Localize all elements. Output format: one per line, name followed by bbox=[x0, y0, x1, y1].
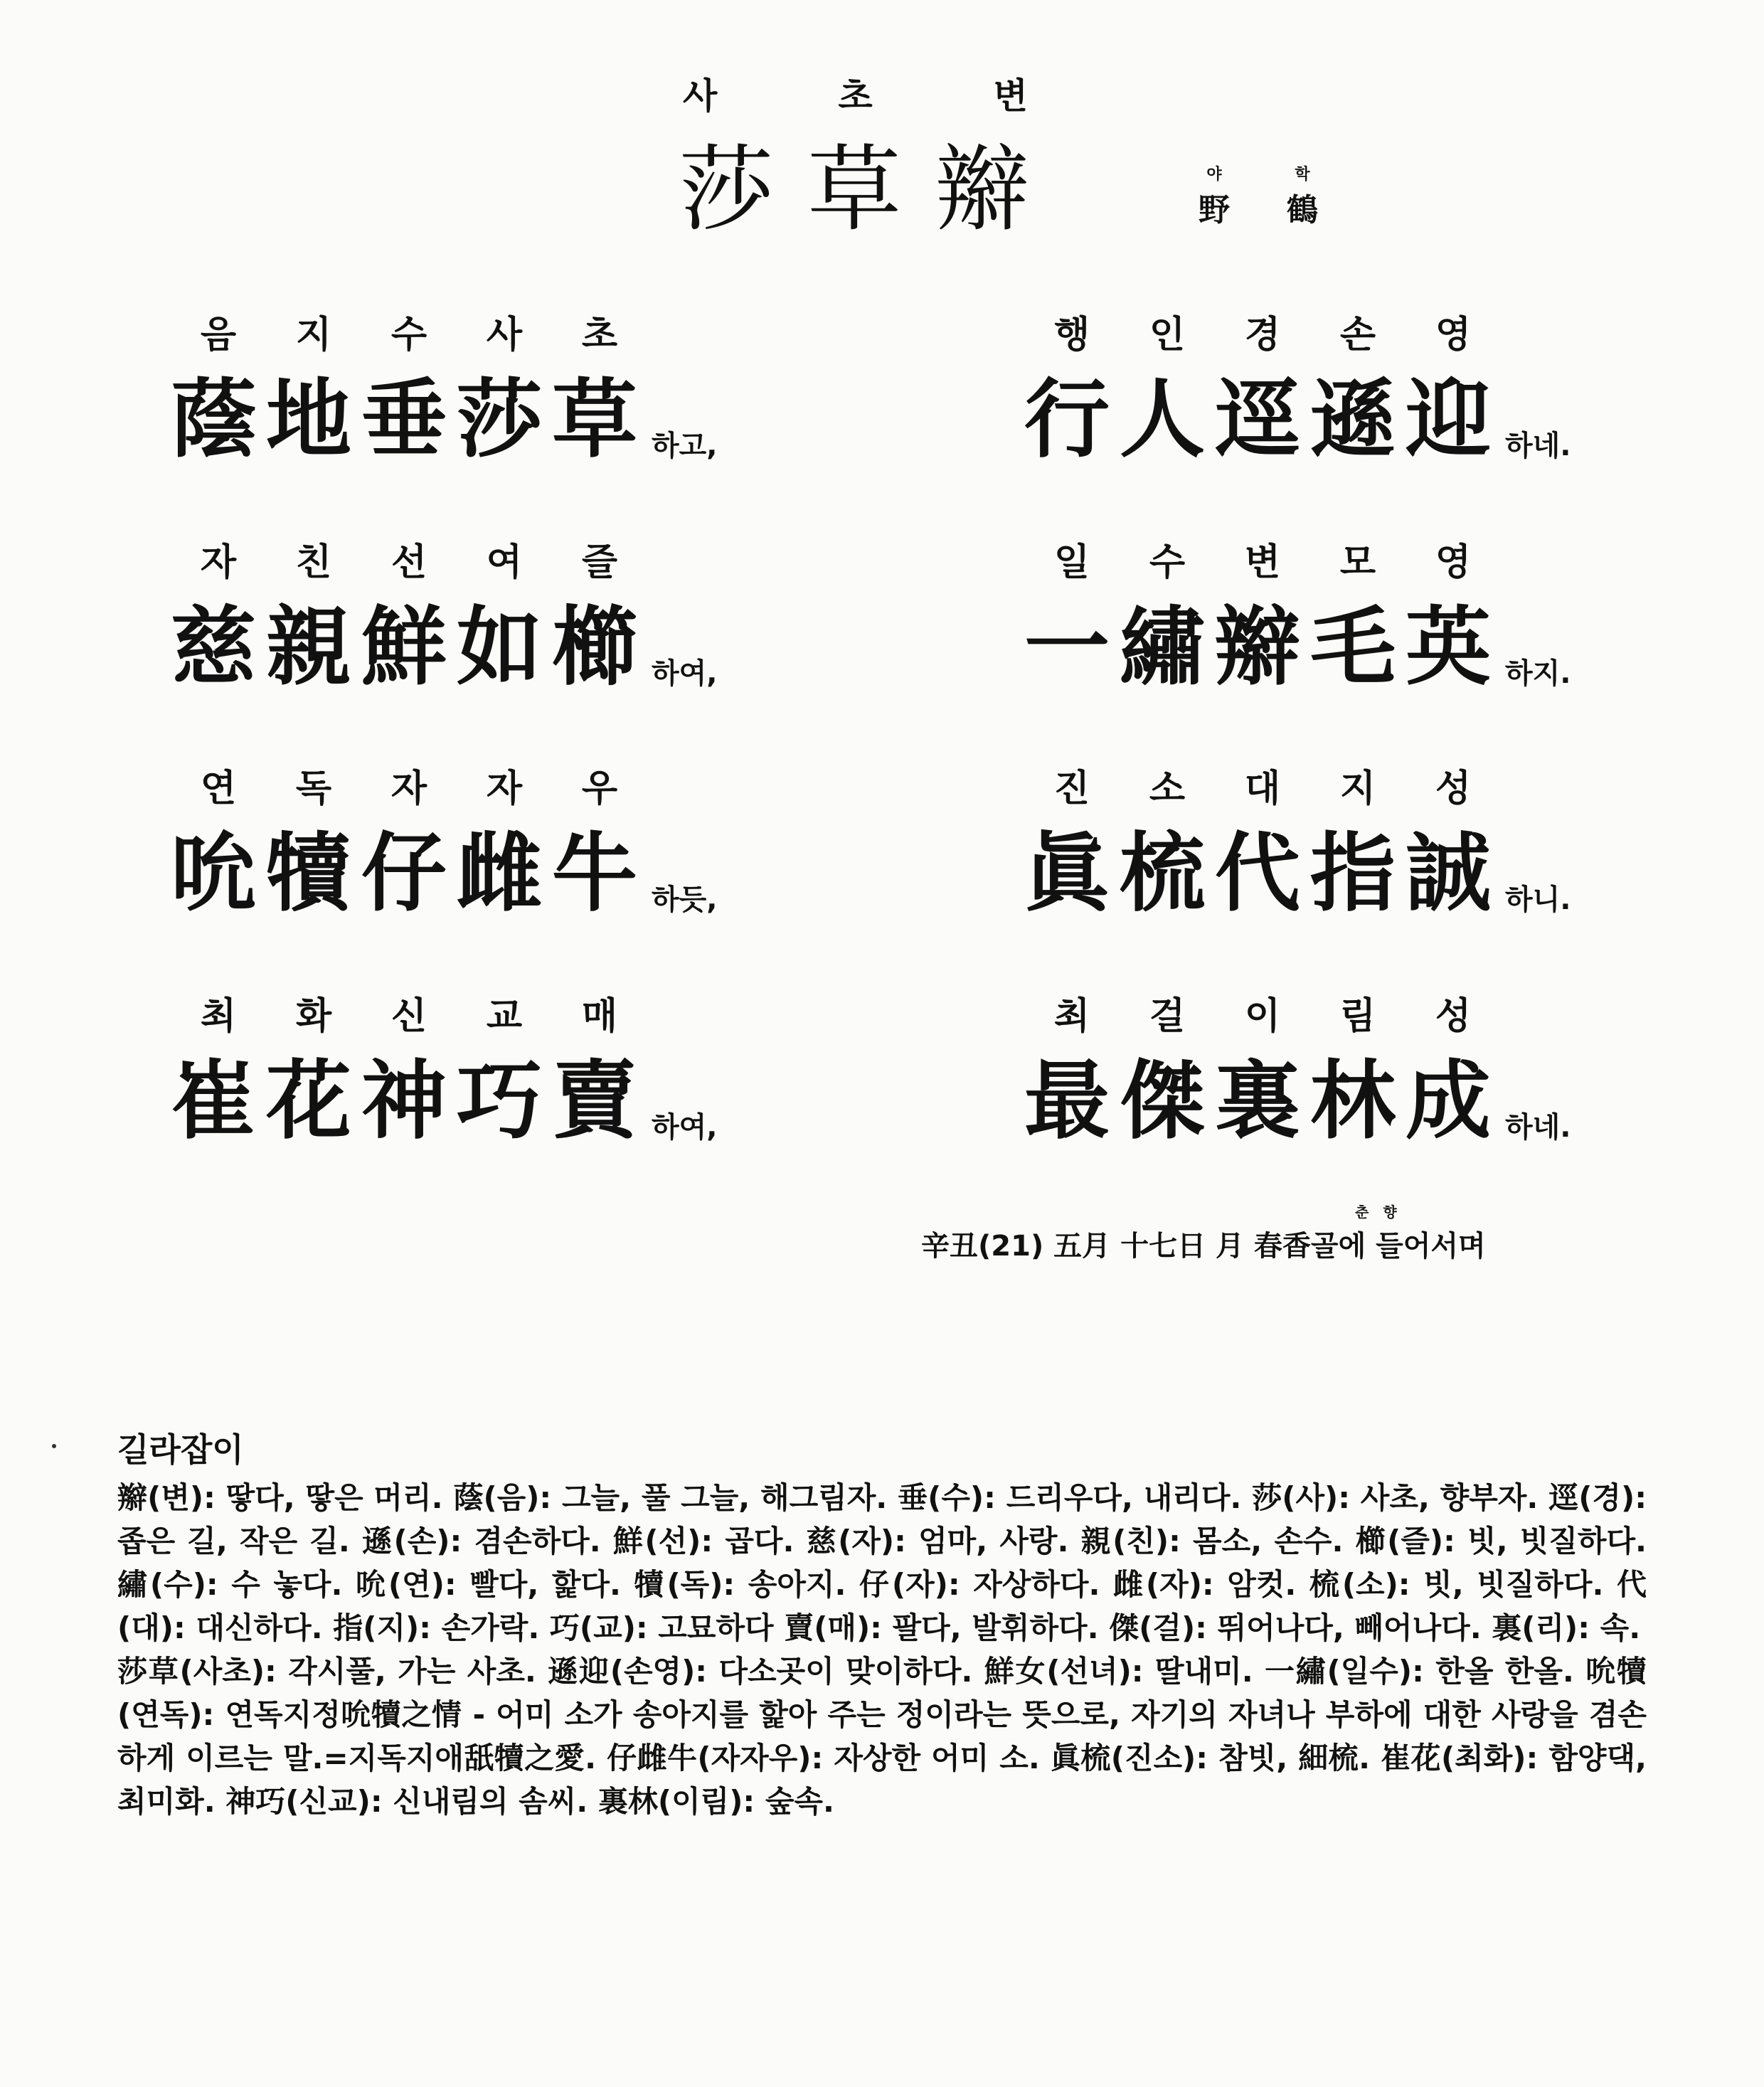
ruby-char: 초 bbox=[581, 314, 618, 356]
ruby-char: 인 bbox=[1149, 314, 1186, 356]
ruby-char: 수 bbox=[1149, 541, 1186, 584]
author bbox=[1199, 162, 1318, 230]
title-ruby-char: 사 bbox=[683, 75, 718, 117]
verse-ruby bbox=[171, 758, 717, 810]
author-hanja: 鶴 bbox=[1287, 192, 1318, 228]
date-line bbox=[921, 1204, 1486, 1264]
verse-suffix: 하여, bbox=[652, 657, 718, 690]
ruby-char: 림 bbox=[1339, 995, 1376, 1038]
verse-5 bbox=[171, 758, 717, 928]
ruby-char: 음 bbox=[200, 314, 237, 356]
ruby-char: 행 bbox=[1053, 314, 1090, 356]
ruby-char: 최 bbox=[200, 995, 237, 1038]
author-ruby: 야 bbox=[1206, 166, 1222, 184]
ruby-char: 수 bbox=[390, 314, 427, 356]
ruby-char: 모 bbox=[1339, 541, 1376, 584]
ruby-char: 매 bbox=[581, 995, 618, 1038]
verse-8 bbox=[1024, 986, 1571, 1155]
verse-6 bbox=[1024, 758, 1571, 928]
ruby-char: 지 bbox=[1339, 768, 1376, 810]
verse-hanja: 蔭地垂莎草 bbox=[171, 371, 647, 469]
verse-hanja: 行人逕遜迎 bbox=[1024, 371, 1501, 469]
ruby-char: 성 bbox=[1435, 768, 1472, 810]
ruby-char: 자 bbox=[200, 541, 237, 584]
title-ruby-char: 초 bbox=[838, 75, 873, 117]
ruby-char: 최 bbox=[1053, 995, 1090, 1038]
verse-4 bbox=[1024, 532, 1571, 701]
verse-ruby bbox=[1024, 532, 1571, 584]
verse-suffix: 하고, bbox=[652, 430, 718, 462]
glossary bbox=[117, 1476, 1647, 1823]
ruby-char: 일 bbox=[1053, 541, 1090, 584]
glossary-title: 길라잡이 bbox=[117, 1430, 244, 1469]
verse-3 bbox=[171, 532, 717, 701]
ruby-char: 경 bbox=[1244, 314, 1281, 356]
ruby-char: 교 bbox=[486, 995, 523, 1038]
author-hanja: 野 bbox=[1199, 192, 1230, 228]
verse-hanja: 吮犢仔雌牛 bbox=[171, 824, 647, 923]
verse-hanja: 崔花神巧賣 bbox=[171, 1052, 647, 1151]
ruby-char: 연 bbox=[200, 768, 237, 810]
title-ruby bbox=[683, 68, 1110, 119]
ruby-char: 즐 bbox=[581, 541, 618, 584]
verse-suffix: 하네. bbox=[1505, 1111, 1571, 1144]
verse-ruby bbox=[1024, 986, 1571, 1038]
ruby-char: 여 bbox=[486, 541, 523, 584]
page-title: 莎草辮 bbox=[679, 135, 1063, 245]
verse-suffix: 하네. bbox=[1505, 430, 1571, 462]
ruby-char: 걸 bbox=[1149, 995, 1186, 1038]
ruby-char: 자 bbox=[390, 768, 427, 810]
ruby-char: 선 bbox=[390, 541, 427, 584]
ruby-char: 소 bbox=[1149, 768, 1186, 810]
ruby-char: 독 bbox=[295, 768, 332, 810]
ruby-char: 신 bbox=[390, 995, 427, 1038]
ruby-char: 이 bbox=[1244, 995, 1281, 1038]
ruby-char: 대 bbox=[1244, 768, 1281, 810]
verse-suffix: 하지. bbox=[1505, 657, 1571, 690]
verse-7 bbox=[171, 986, 717, 1155]
ruby-char: 화 bbox=[295, 995, 332, 1038]
verse-hanja: 慈親鮮如櫛 bbox=[171, 598, 647, 697]
verse-ruby bbox=[1024, 758, 1571, 810]
verse-hanja: 一繡辮毛英 bbox=[1024, 598, 1501, 697]
verse-ruby bbox=[171, 532, 717, 584]
verse-hanja: 眞梳代指誠 bbox=[1024, 824, 1501, 923]
verse-ruby bbox=[1024, 304, 1571, 356]
verse-hanja: 最傑裏林成 bbox=[1024, 1052, 1501, 1151]
verse-ruby bbox=[171, 304, 717, 356]
date-text: 辛丑(21) 五月 十七日 月 春香골에 들어서며 bbox=[921, 1230, 1486, 1263]
verse-suffix: 하여, bbox=[652, 1111, 718, 1144]
ruby-char: 친 bbox=[295, 541, 332, 584]
ruby-char: 진 bbox=[1053, 768, 1090, 810]
glossary-paragraph: 莎草(사초): 각시풀, 가는 사초. 遜迎(손영): 다소곳이 맞이하다. 鮮女(선녀): 딸내미. 一繡(일수): 한올 한올. 吮犢(연독): 연독지정吮犢之情 - 어미 소가 송아지를 핥아 주는 정이라는 뜻으로, 자기의 자녀나 부하에 대한 사랑을 겸손하게 이르는 말.=지독지애舐犢之愛. 仔雌牛(자자우): 자상한 어미 소. 眞梳(진소): 참빗, 細梳. 崔花(최화): 함양댁, 최미화. 神巧(신교): 신내림의 솜씨. 裏林(이림): 숲속. bbox=[117, 1654, 1647, 1819]
glossary-paragraph: 辮(변): 땋다, 땋은 머리. 蔭(음): 그늘, 풀 그늘, 해그림자. 垂(수): 드리우다, 내리다. 莎(사): 사초, 향부자. 逕(경): 좁은 길, 작은 길. 遜(손): 겸손하다. 鮮(선): 곱다. 慈(자): 엄마, 사랑. 親(친): 몸소, 손수. 櫛(즐): 빗, 빗질하다. 繡(수): 수 놓다. 吮(연): 빨다, 핥다. 犢(독): 송아지. 仔(자): 자상하다. 雌(자): 암컷. 梳(소): 빗, 빗질하다. 代(대): 대신하다. 指(지): 손가락. 巧(교): 고묘하다 賣(매): 팔다, 발휘하다. 傑(걸): 뛰어나다, 빼어나다. 裏(리): 속. bbox=[117, 1480, 1647, 1645]
verse-2 bbox=[1024, 304, 1571, 474]
ruby-char: 영 bbox=[1435, 541, 1472, 584]
ruby-char: 성 bbox=[1435, 995, 1472, 1038]
ruby-char: 우 bbox=[581, 768, 618, 810]
ruby-char: 영 bbox=[1435, 314, 1472, 356]
verse-suffix: 하듯, bbox=[652, 883, 718, 916]
ruby-char: 손 bbox=[1339, 314, 1376, 356]
ruby-char: 지 bbox=[295, 314, 332, 356]
verse-1 bbox=[171, 304, 717, 474]
title-ruby-char: 변 bbox=[993, 75, 1028, 117]
date-ruby: 춘향 bbox=[1355, 1204, 1411, 1221]
ruby-char: 자 bbox=[486, 768, 523, 810]
verse-suffix: 하니. bbox=[1505, 883, 1571, 916]
verse-ruby bbox=[171, 986, 717, 1038]
ruby-char: 사 bbox=[486, 314, 523, 356]
stray-dot bbox=[52, 1444, 56, 1448]
ruby-char: 변 bbox=[1244, 541, 1281, 584]
author-ruby: 학 bbox=[1295, 166, 1310, 184]
